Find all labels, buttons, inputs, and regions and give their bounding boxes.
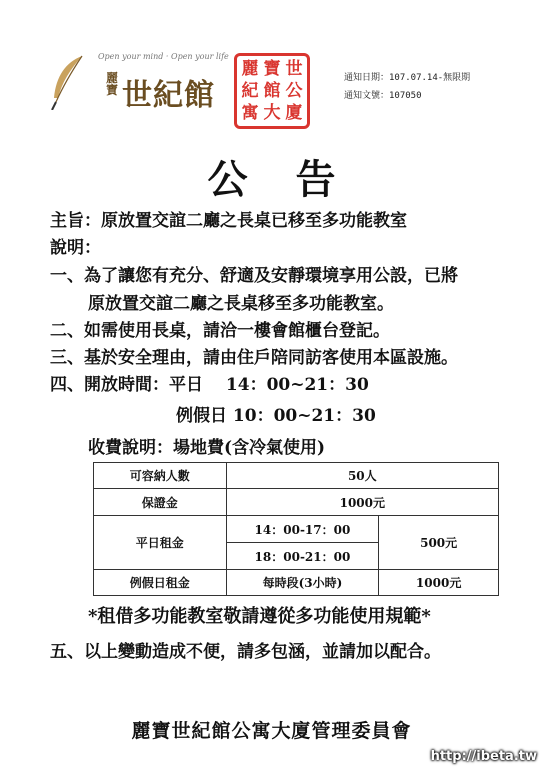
table-row — [94, 570, 499, 596]
weekday-rent-label: 平日租金 — [94, 516, 227, 570]
table-row — [94, 489, 499, 516]
capacity-value: 50人 — [226, 463, 498, 489]
fee-table — [93, 462, 499, 596]
notice-date: 通知日期：107.07.14-無限期 — [344, 73, 471, 83]
logo-brand-name: 世紀館 — [122, 78, 215, 113]
item-2: 二、如需使用長桌，請洽一樓會館櫃台登記。 — [50, 321, 390, 341]
notice-number: 通知文號：107050 — [344, 91, 422, 101]
item-1-continued: 原放置交誼二廳之長桌移至多功能教室。 — [88, 294, 394, 314]
deposit-value: 1000元 — [226, 489, 498, 516]
seal-char: 大 — [263, 102, 281, 123]
logo-tagline: Open your mind · Open your life — [98, 52, 229, 61]
holiday-rent-price: 1000元 — [379, 570, 499, 596]
capacity-label: 可容納人數 — [94, 463, 227, 489]
explanation-label: 說明： — [50, 238, 101, 258]
weekday-slot-1: 14：00-17：00 — [226, 516, 379, 543]
notice-info — [344, 69, 470, 105]
rule-note: *租借多功能教室敬請遵從多功能使用規範* — [88, 606, 431, 627]
weekday-slot-2: 18：00-21：00 — [226, 543, 379, 570]
seal-char: 公 — [285, 80, 303, 101]
watermark: http://ibeta.tw — [430, 749, 537, 764]
item-5: 五、以上變動造成不便，請多包涵，並請加以配合。 — [50, 642, 441, 662]
logo — [46, 52, 229, 113]
table-row — [94, 516, 499, 543]
seal-char: 世 — [285, 58, 303, 79]
logo-brand-small: 麗寶 — [106, 71, 119, 97]
management-committee-seal — [234, 53, 310, 129]
page-title: 公告 — [207, 156, 384, 203]
subject-line: 主旨：原放置交誼二廳之長桌已移至多功能教室 — [50, 211, 407, 231]
table-row — [94, 463, 499, 489]
seal-char: 廈 — [285, 102, 303, 123]
deposit-label: 保證金 — [94, 489, 227, 516]
item-3: 三、基於安全理由，請由住戶陪同訪客使用本區設施。 — [50, 348, 458, 368]
holiday-rent-label: 例假日租金 — [94, 570, 227, 596]
signature: 麗寶世紀館公寓大廈管理委員會 — [131, 720, 412, 742]
item-4-hours-holiday: 例假日 10：00~21：30 — [176, 406, 376, 426]
feather-quill-icon — [46, 54, 86, 110]
weekday-rent-price: 500元 — [379, 516, 499, 570]
fee-description: 收費說明：場地費(含冷氣使用) — [88, 438, 326, 458]
seal-char: 寓 — [241, 102, 259, 123]
seal-char: 麗 — [241, 58, 259, 79]
item-1: 一、為了讓您有充分、舒適及安靜環境享用公設，已將 — [50, 266, 458, 286]
seal-char: 寶 — [263, 58, 281, 79]
item-4-hours-weekday: 四、開放時間：平日 14：00~21：30 — [50, 375, 369, 395]
holiday-slot: 每時段(3小時) — [226, 570, 379, 596]
seal-char: 館 — [263, 80, 281, 101]
seal-char: 紀 — [241, 80, 259, 101]
